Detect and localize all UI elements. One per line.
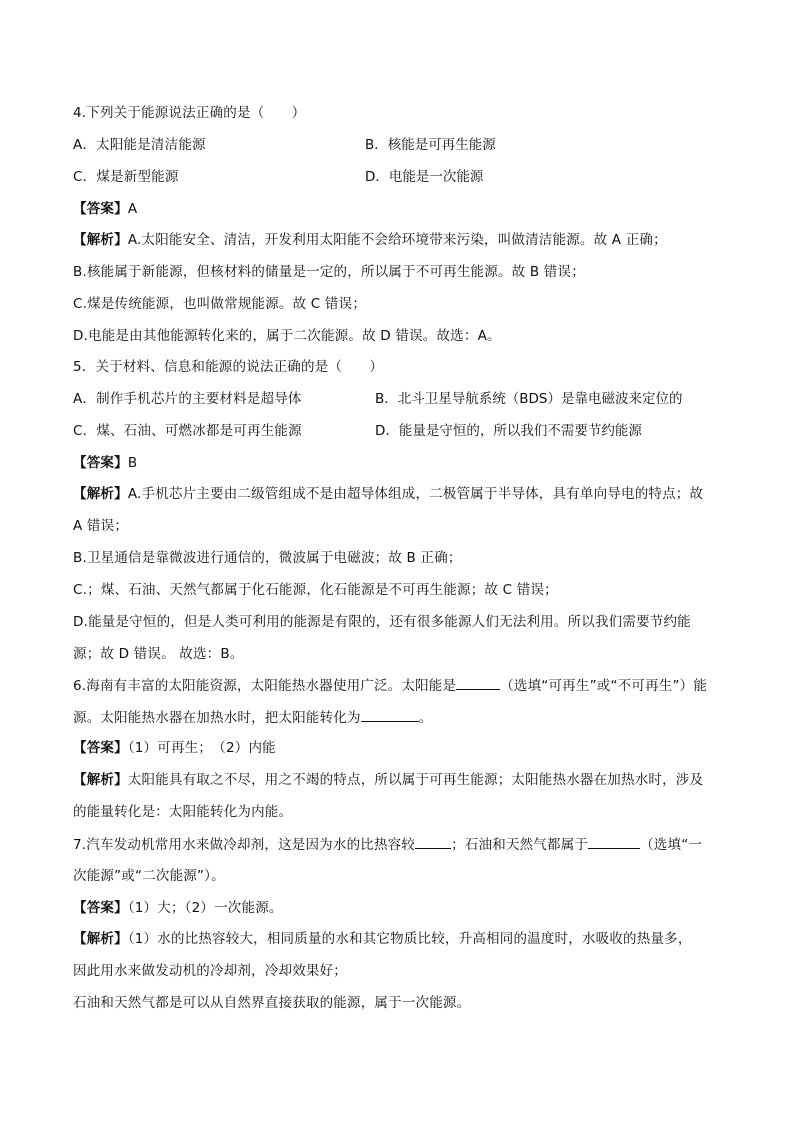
answer-tag: 【答案】 [73,900,128,916]
analysis-text: A.手机芯片主要由二级管组成不是由超导体组成，二极管属于半导体，具有单向导电的特点；故 [127,486,704,502]
q6-answer [73,738,276,758]
q5-analysis-4: D.能量是守恒的，但是人类可利用的能源是有限的，还有很多能源人们无法利用。所以我们需要节约能 [73,614,691,630]
q7-analysis-3: 石油和天然气都是可以从自然界直接获取的能源，属于一次能源。 [73,995,471,1011]
q6-stem-text: 。 [418,710,433,726]
q4-option-a: A．太阳能是清洁能源 [73,137,206,153]
q5-answer [73,453,137,473]
q6-stem-text: 6.海南有丰富的太阳能资源，太阳能热水器使用广泛。太阳能是 [73,678,457,694]
q7-stem-line-2: 次能源”或“二次能源”）。 [73,868,225,884]
fill-blank [415,834,451,849]
q5-analysis-1 [73,484,703,504]
answer-tag: 【答案】 [73,201,128,217]
q4-option-d: D．电能是一次能源 [365,169,484,185]
q6-analysis-2: 的能量转化是：太阳能转化为内能。 [73,804,293,820]
q7-stem-text: 7.汽车发动机常用水来做冷却剂，这是因为水的比热容较 [73,837,416,853]
q6-analysis-1 [73,770,703,790]
fill-blank [361,707,419,722]
analysis-text: （1）水的比热容较大，相同质量的水和其它物质比较，升高相同的温度时，水吸收的热量多， [127,931,692,947]
q5-stem: 5．关于材料、信息和能源的说法正确的是（ ） [73,359,384,375]
q7-analysis-2: 因此用水来做发动机的冷却剂，冷却效果好； [73,963,347,979]
q5-analysis-2: B.卫星通信是靠微波进行通信的，微波属于电磁波；故 B 正确； [73,550,462,566]
q7-stem-text: （选填“一 [640,837,703,853]
q7-stem-text: ；石油和天然气都属于 [451,837,589,853]
answer-tag: 【答案】 [73,740,128,756]
answer-value: （1）可再生； （2）内能 [127,740,276,756]
analysis-text: 太阳能具有取之不尽，用之不竭的特点，所以属于可再生能源；太阳能热水器在加热水时，涉及 [127,772,704,788]
q6-stem-text: 源。太阳能热水器在加热水时，把太阳能转化为 [73,710,361,726]
q4-analysis-1 [73,230,667,250]
answer-value: B [127,455,138,471]
answer-value: A [127,201,138,217]
analysis-tag: 【解析】 [73,772,128,788]
answer-tag: 【答案】 [73,455,128,471]
q4-option-c: C．煤是新型能源 [73,169,179,185]
q5-analysis-1-cont: A 错误； [73,518,129,534]
q7-analysis-1 [73,929,692,949]
q4-analysis-2: B.核能属于新能源，但核材料的储量是一定的，所以属于不可再生能源。故 B 错误； [73,264,585,280]
q6-stem-line-1 [73,675,707,696]
q5-option-c: C．煤、石油、可燃冰都是可再生能源 [73,423,302,439]
analysis-tag: 【解析】 [73,931,128,947]
q5-analysis-4-cont: 源；故 D 错误。 故选：B。 [73,646,244,662]
analysis-text: A.太阳能安全、清洁，开发利用太阳能不会给环境带来污染，叫做清洁能源。故 A 正确； [127,232,667,248]
q6-stem-line-2 [73,707,432,728]
fill-blank [456,675,500,690]
q7-stem-line-1 [73,834,702,855]
q5-analysis-3: C.；煤、石油、天然气都属于化石能源，化石能源是不可再生能源；故 C 错误； [73,582,558,598]
q5-option-a: A．制作手机芯片的主要材料是超导体 [73,391,302,407]
q4-analysis-4: D.电能是由其他能源转化来的，属于二次能源。故 D 错误。故选：A。 [73,328,501,344]
analysis-tag: 【解析】 [73,232,128,248]
q4-stem: 4.下列关于能源说法正确的是（ ） [73,105,306,121]
q5-option-b: B．北斗卫星导航系统（BDS）是靠电磁波来定位的 [375,391,683,407]
answer-value: （1）大；（2）一次能源。 [127,900,283,916]
fill-blank [588,834,640,849]
q4-option-b: B．核能是可再生能源 [365,137,496,153]
analysis-tag: 【解析】 [73,486,128,502]
q4-analysis-3: C.煤是传统能源，也叫做常规能源。故 C 错误； [73,296,367,312]
q5-option-d: D．能量是守恒的，所以我们不需要节约能源 [375,423,642,439]
q6-stem-text: （选填“可再生”或“不可再生”）能 [500,678,708,694]
q4-answer [73,199,137,219]
q7-answer [73,898,283,918]
